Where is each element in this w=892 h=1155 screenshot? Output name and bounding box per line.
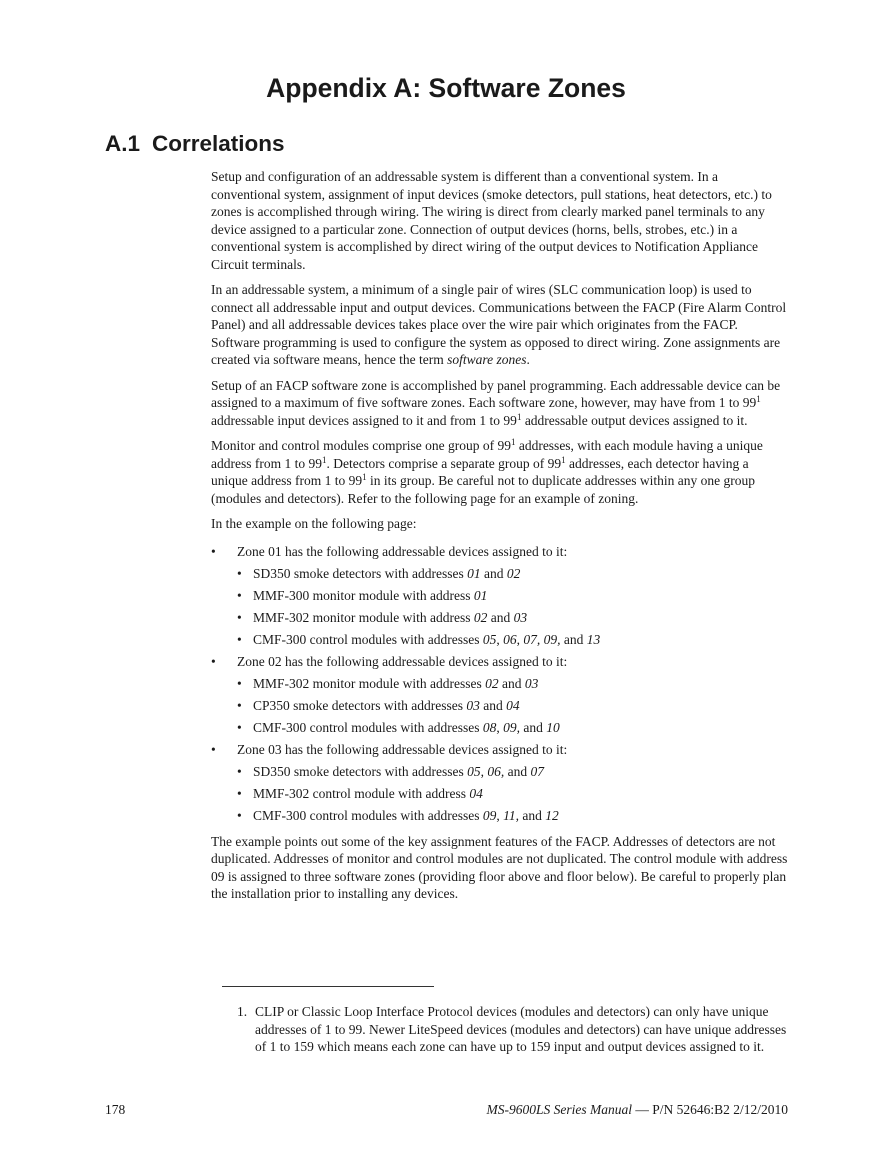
- device-item: • CMF-300 control modules with addresses 09, 11, and 12: [237, 805, 788, 827]
- section-title: Correlations: [152, 131, 285, 156]
- bullet-icon: •: [237, 785, 242, 801]
- footnote-ref: 1: [321, 454, 327, 465]
- document-reference: [486, 1101, 788, 1119]
- zone-list: [211, 541, 788, 827]
- manual-title: MS-9600LS Series Manual: [486, 1102, 632, 1117]
- paragraph-address-groups: Monitor and control modules comprise one group of $99^1$ addresses, with each module having a unique address from 1 to $99^1$. Detectors comprise a separate group of $99^1$ addresses, each detector having a unique address from 1 to $99^1$ in its group. Be careful not to duplicate addresses within any one group (modules and detectors). Refer to the following page for an example of zoning.: [211, 437, 763, 506]
- device-list: [237, 761, 788, 827]
- device-list: [237, 673, 788, 739]
- bullet-icon: •: [211, 741, 216, 757]
- device-item: • MMF-302 monitor module with address 02 and 03: [237, 607, 788, 629]
- footnote-ref: 1: [516, 411, 522, 422]
- device-item: • CMF-300 control modules with addresses 08, 09, and 10: [237, 717, 788, 739]
- device-item: • MMF-302 control module with address 04: [237, 783, 788, 805]
- bullet-icon: •: [237, 675, 242, 691]
- body-text: [211, 168, 788, 911]
- part-number: — P/N 52646:B2 2/12/2010: [631, 1102, 788, 1117]
- zone-item: [211, 739, 788, 827]
- zone-item: [211, 651, 788, 739]
- section-heading: [105, 128, 285, 160]
- footnote-divider: [222, 986, 434, 987]
- zone-item: [211, 541, 788, 651]
- footnote-text: CLIP or Classic Loop Interface Protocol devices (modules and detectors) can only have unique addresses of 1 to 99. Newer LiteSpeed devices (modules and detectors) can have unique addresses of 1 to 159 which means each zone can have up to 159 input and output devices assigned to it.: [255, 1004, 787, 1054]
- bullet-icon: •: [237, 719, 242, 735]
- footnote-ref: 1: [362, 472, 367, 482]
- footnote-number: 1.: [237, 1004, 248, 1019]
- bullet-icon: •: [237, 565, 242, 581]
- footnote: [237, 1003, 787, 1056]
- zone-label: Zone 03 has the following addressable devices assigned to it:: [237, 741, 568, 757]
- paragraph-example-intro: In the example on the following page:: [211, 516, 417, 531]
- paragraph-addressable-system: In an addressable system, a minimum of a single pair of wires (SLC communication loop) is used to connect all addressable input and output devices. Communications between the FACP (Fire Alarm Control Panel) and all addressable devices takes place over the wire pair which originates from the FACP. Software programming is used to configure the system as opposed to direct wiring. Zone assignments are created via software means, hence the term software zones.: [211, 282, 787, 367]
- paragraph-zone-setup: Setup of an FACP software zone is accomplished by panel programming. Each addressable device can be assigned to a maximum of five software zones. Each software zone, however, may have from 1 to $99^1$ addressable input devices assigned to it and from 1 to $99^1$ addressable output devices assigned to it.: [211, 377, 781, 428]
- bullet-icon: •: [237, 631, 242, 647]
- bullet-icon: •: [237, 807, 242, 823]
- bullet-icon: •: [211, 653, 216, 669]
- bullet-icon: •: [211, 543, 216, 559]
- term-software-zones: software zones: [447, 352, 527, 367]
- bullet-icon: •: [237, 587, 242, 603]
- footnote-ref: 1: [756, 394, 761, 404]
- page-number: 178: [105, 1102, 126, 1117]
- device-item: • CMF-300 control modules with addresses 05, 06, 07, 09, and 13: [237, 629, 788, 651]
- paragraph-example-summary: The example points out some of the key assignment features of the FACP. Addresses of detectors are not duplicated. Addresses of monitor and control modules are not duplicated. The control module with address 09 is assigned to three software zones (providing floor above and floor below). Be careful to properly plan the installation prior to installing any devices.: [211, 833, 788, 901]
- device-list: [237, 563, 788, 651]
- bullet-icon: •: [237, 697, 242, 713]
- zone-label: Zone 02 has the following addressable devices assigned to it:: [237, 653, 568, 669]
- section-number: A.1: [105, 131, 141, 156]
- device-item: • SD350 smoke detectors with addresses 01 and 02: [237, 563, 788, 585]
- zone-label: Zone 01 has the following addressable devices assigned to it:: [237, 543, 568, 559]
- device-item: • MMF-300 monitor module with address 01: [237, 585, 788, 607]
- footnote-ref: 1: [561, 454, 566, 465]
- bullet-icon: •: [237, 609, 242, 625]
- paragraph-conventional-system: Setup and configuration of an addressable system is different than a conventional system. In a conventional system, assignment of input devices (smoke detectors, pull stations, heat detectors, etc.) to zones is accomplished through wiring. The wiring is direct from clearly marked panel terminals to any device assigned to a particular zone. Connection of output devices (horns, bells, strobes, etc.) in a conventional system is accomplished by direct wiring of the output devices to Notification Appliance Circuit terminals.: [211, 169, 772, 272]
- device-item: • SD350 smoke detectors with addresses 05, 06, and 07: [237, 761, 788, 783]
- device-item: • MMF-302 monitor module with addresses 02 and 03: [237, 673, 788, 695]
- page-title: Appendix A: Software Zones: [266, 73, 626, 103]
- bullet-icon: •: [237, 763, 242, 779]
- footnote-ref: 1: [510, 437, 516, 447]
- device-item: • CP350 smoke detectors with addresses 03 and 04: [237, 695, 788, 717]
